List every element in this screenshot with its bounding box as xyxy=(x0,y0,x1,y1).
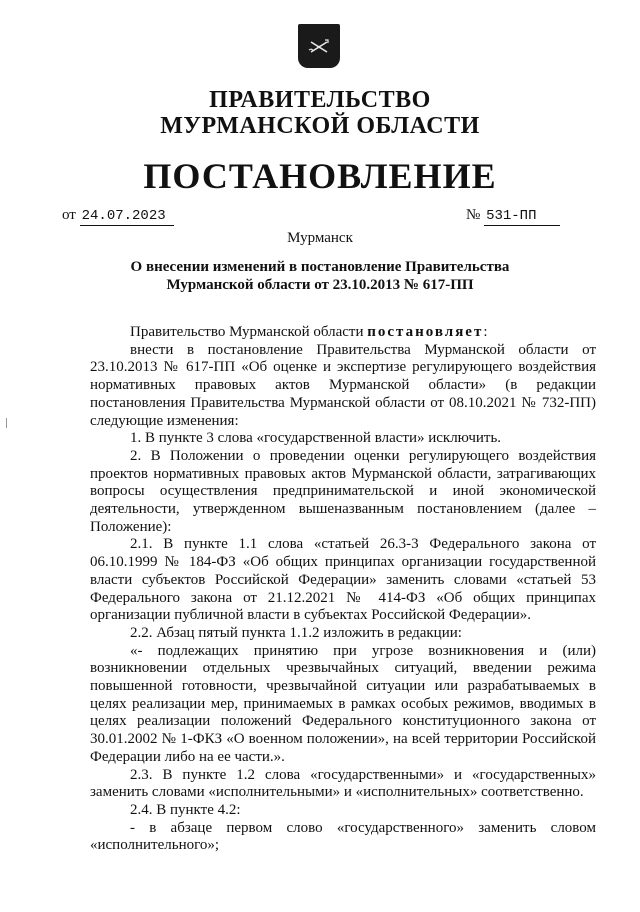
coat-of-arms-graphic xyxy=(298,24,340,68)
document-subject xyxy=(100,258,540,294)
paragraph: 2.2. Абзац пятый пункта 1.1.2 изложить в редакции: xyxy=(130,624,462,641)
document-number: 531-ПП xyxy=(484,207,560,226)
date-prefix: от xyxy=(62,207,76,223)
coat-of-arms-icon xyxy=(298,24,340,68)
preamble-text: Правительство Мурманской области xyxy=(130,324,368,340)
paragraph: - в абзаце первом слово «государственного» заменить словом «исполнительного»; xyxy=(90,819,596,854)
decree-keyword: постановляет xyxy=(367,324,484,340)
paragraph: 2. В Положении о проведении оценки регулирующего воздействия проектов нормативных правовых актов Мурманской области, затрагивающих вопросы осуществления предпринимательской и иной экономической деятельности, утвержденном вышеназванным постановлением (далее – Положение): xyxy=(90,447,596,535)
paragraph: 2.3. В пункте 1.2 слова «государственными» и «государственных» заменить словами «исполнительными» и «исполнительных» соответственно. xyxy=(90,766,596,801)
paragraph-preamble xyxy=(90,324,596,342)
date-row xyxy=(62,206,174,226)
number-row xyxy=(466,206,560,226)
paragraph: 1. В пункте 3 слова «государственной власти» исключить. xyxy=(130,430,502,447)
city: Мурманск xyxy=(287,230,353,246)
subject-line1: О внесении изменений в постановление Правительства xyxy=(130,259,510,275)
paragraph: внести в постановление Правительства Мурманской области от 23.10.2013 № 617-ПП «Об оценке и экспертизе регулирующего воздействия нормативных правовых актов Мурманской области» (в редакции постановления Правительства Мурманской области от 08.10.2021 № 732-ПП) следующие изменения: xyxy=(90,341,596,429)
paragraph: «- подлежащих принятию при угрозе возникновения и (или) возникновении отдельных чрезвычайных ситуаций, введении режима повышенной готовности, чрезвычайной ситуации или разрабатываемых в целях реализации мер, принимаемых в рамках особых режимов, вводимых в целях реализации положений Федерального конституционного закона от 30.01.2002 № 1-ФКЗ «О военном положении», на всей территории Российской Федерации либо на ее части.». xyxy=(90,642,596,765)
preamble-colon: : xyxy=(483,324,488,340)
paragraph: 2.4. В пункте 4.2: xyxy=(130,801,241,818)
document-date: 24.07.2023 xyxy=(80,207,174,226)
number-prefix: № xyxy=(466,207,481,223)
document-body xyxy=(90,324,596,855)
document-type: ПОСТАНОВЛЕНИЕ xyxy=(143,156,497,196)
subject-line2: Мурманской области от 23.10.2013 № 617-ПП xyxy=(166,277,474,293)
scan-margin-mark xyxy=(6,418,7,428)
org-name-line1: ПРАВИТЕЛЬСТВО xyxy=(209,87,431,113)
paragraph: 2.1. В пункте 1.1 слова «статьей 26.3-3 Федерального закона от 06.10.1999 № 184-ФЗ «Об общих принципах организации государственной власти субъектов Российской Федерации» заменить словами «статьей 53 Федерального закона от 21.12.2021 № 414-ФЗ «Об общих принципах организации публичной власти в субъектах Российской Федерации». xyxy=(90,536,596,624)
org-name-line2: МУРМАНСКОЙ ОБЛАСТИ xyxy=(160,113,480,139)
